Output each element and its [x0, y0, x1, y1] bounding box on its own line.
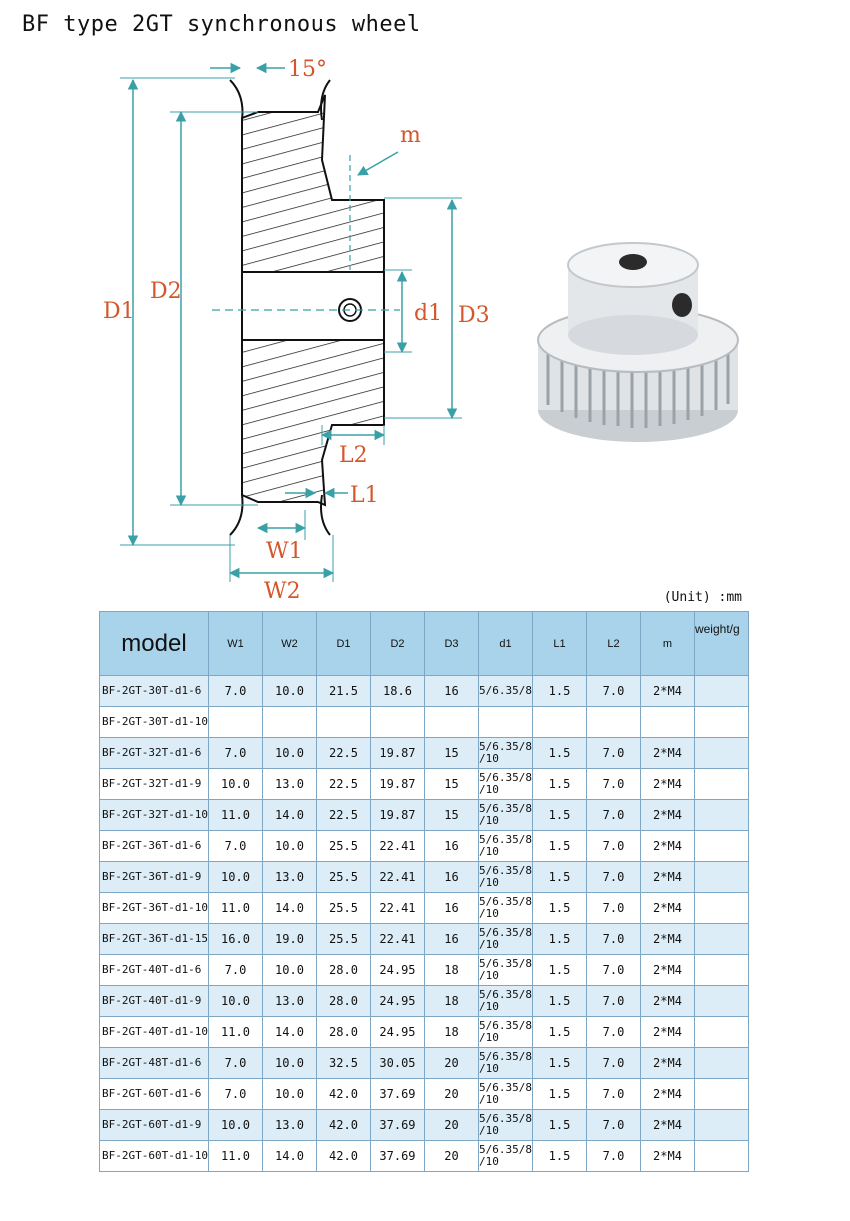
- table-cell: 18: [424, 955, 478, 986]
- table-row: [100, 1110, 749, 1141]
- dim-label-W2: W2: [264, 579, 301, 604]
- table-cell: 7.0: [586, 1141, 640, 1172]
- table-cell: 7.0: [586, 769, 640, 800]
- table-cell: 13.0: [262, 862, 316, 893]
- table-cell: BF-2GT-40T-d1-6: [100, 955, 209, 986]
- table-cell: [694, 738, 748, 769]
- d1-line: /10: [478, 783, 499, 796]
- table-cell: 20: [424, 1079, 478, 1110]
- table-cell: [694, 1141, 748, 1172]
- table-cell: [478, 800, 532, 831]
- table-cell: 7.0: [586, 831, 640, 862]
- d1-line: /10: [478, 938, 499, 951]
- table-cell: 1.5: [532, 1141, 586, 1172]
- table-cell: 25.5: [316, 924, 370, 955]
- table-cell: 10.0: [262, 955, 316, 986]
- table-cell: 2*M4: [640, 893, 694, 924]
- table-row: [100, 893, 749, 924]
- table-cell: 16: [424, 862, 478, 893]
- dim-label-L1: L1: [350, 483, 379, 508]
- table-cell: 25.5: [316, 831, 370, 862]
- table-cell: 14.0: [262, 1017, 316, 1048]
- table-cell: 11.0: [208, 1017, 262, 1048]
- table-cell: BF-2GT-36T-d1-9: [100, 862, 209, 893]
- table-cell: 11.0: [208, 1141, 262, 1172]
- table-cell: 20: [424, 1110, 478, 1141]
- table-cell: [694, 707, 748, 738]
- table-cell: 7.0: [208, 1079, 262, 1110]
- table-cell: 28.0: [316, 955, 370, 986]
- table-cell: 2*M4: [640, 738, 694, 769]
- table-cell: 24.95: [370, 955, 424, 986]
- table-cell: 14.0: [262, 800, 316, 831]
- d1-line: /10: [478, 814, 499, 827]
- table-cell: [694, 800, 748, 831]
- table-cell: BF-2GT-30T-d1-6: [100, 676, 209, 707]
- table-cell: 13.0: [262, 986, 316, 1017]
- table-cell: 10.0: [262, 676, 316, 707]
- table-row: [100, 1048, 749, 1079]
- table-cell: 18: [424, 986, 478, 1017]
- header-cell: L2: [586, 612, 640, 676]
- table-cell: 7.0: [586, 1079, 640, 1110]
- d1-line: 5/6.35/8: [478, 1019, 532, 1032]
- d1-line: 5/6.35/8: [478, 988, 532, 1001]
- d1-line: 5/6.35/8: [478, 1143, 532, 1156]
- table-cell: 2*M4: [640, 1079, 694, 1110]
- table-cell: 13.0: [262, 769, 316, 800]
- table-cell: 28.0: [316, 1017, 370, 1048]
- table-cell: [478, 1141, 532, 1172]
- table-cell: 22.41: [370, 831, 424, 862]
- unit-note: (Unit) :mm: [663, 590, 742, 605]
- table-cell: 2*M4: [640, 1141, 694, 1172]
- header-cell: weight/g: [694, 612, 748, 676]
- table-cell: BF-2GT-60T-d1-10: [100, 1141, 209, 1172]
- table-cell: 1.5: [532, 1048, 586, 1079]
- table-cell: 16: [424, 831, 478, 862]
- table-row: [100, 769, 749, 800]
- table-cell: 7.0: [208, 955, 262, 986]
- d1-line: 5/6.35/8: [478, 771, 532, 784]
- table-cell: 42.0: [316, 1110, 370, 1141]
- d1-line: /10: [478, 907, 499, 920]
- dim-label-D3: D3: [458, 303, 490, 328]
- table-cell: 14.0: [262, 893, 316, 924]
- table-row: [100, 955, 749, 986]
- d1-line: 5/6.35/8: [478, 895, 532, 908]
- table-cell: BF-2GT-60T-d1-6: [100, 1079, 209, 1110]
- table-cell: 15: [424, 738, 478, 769]
- table-cell: 15: [424, 769, 478, 800]
- table-cell: [694, 955, 748, 986]
- table-cell: 2*M4: [640, 924, 694, 955]
- table-cell: [262, 707, 316, 738]
- table-cell: [694, 831, 748, 862]
- table-row: [100, 1017, 749, 1048]
- header-cell: d1: [478, 612, 532, 676]
- table-cell: 10.0: [262, 1079, 316, 1110]
- d1-line: /10: [478, 1062, 499, 1075]
- d1-line: /10: [478, 1124, 499, 1137]
- table-cell: 1.5: [532, 862, 586, 893]
- table-cell: 30.05: [370, 1048, 424, 1079]
- table-row: [100, 1079, 749, 1110]
- d1-line: /10: [478, 752, 499, 765]
- dim-label-d1: d1: [414, 301, 443, 326]
- table-row: [100, 676, 749, 707]
- table-cell: [478, 862, 532, 893]
- table-cell: BF-2GT-32T-d1-10: [100, 800, 209, 831]
- table-cell: [478, 986, 532, 1017]
- table-cell: [478, 955, 532, 986]
- pulley-photo: [538, 243, 738, 442]
- table-cell: 2*M4: [640, 676, 694, 707]
- table-cell: 20: [424, 1048, 478, 1079]
- table-cell: [694, 769, 748, 800]
- table-cell: 2*M4: [640, 831, 694, 862]
- table-cell: [208, 707, 262, 738]
- table-cell: BF-2GT-32T-d1-6: [100, 738, 209, 769]
- table-cell: BF-2GT-40T-d1-9: [100, 986, 209, 1017]
- table-cell: 7.0: [586, 862, 640, 893]
- table-cell: 37.69: [370, 1110, 424, 1141]
- dim-label-m: m: [400, 123, 421, 148]
- table-cell: 1.5: [532, 769, 586, 800]
- table-cell: 13.0: [262, 1110, 316, 1141]
- table-cell: 25.5: [316, 893, 370, 924]
- table-cell: BF-2GT-36T-d1-10: [100, 893, 209, 924]
- table-cell: [694, 862, 748, 893]
- table-cell: 24.95: [370, 1017, 424, 1048]
- d1-line: /10: [478, 1000, 499, 1013]
- table-cell: 7.0: [586, 1048, 640, 1079]
- table-cell: 2*M4: [640, 1017, 694, 1048]
- table-cell: 1.5: [532, 1017, 586, 1048]
- table-cell: 7.0: [208, 738, 262, 769]
- table-cell: 2*M4: [640, 986, 694, 1017]
- table-cell: 7.0: [586, 800, 640, 831]
- d1-line: 5/6.35/8: [478, 1112, 532, 1125]
- table-cell: [478, 924, 532, 955]
- table-cell: 10.0: [262, 831, 316, 862]
- table-cell: 22.41: [370, 862, 424, 893]
- table-row: [100, 831, 749, 862]
- table-cell: 7.0: [586, 986, 640, 1017]
- table-cell: 1.5: [532, 1110, 586, 1141]
- table-cell: 1.5: [532, 676, 586, 707]
- table-cell: [478, 707, 532, 738]
- table-cell: 25.5: [316, 862, 370, 893]
- table-cell: 2*M4: [640, 1110, 694, 1141]
- header-cell: D1: [316, 612, 370, 676]
- table-cell: 7.0: [208, 676, 262, 707]
- table-cell: 42.0: [316, 1141, 370, 1172]
- header-cell: W2: [262, 612, 316, 676]
- table-cell: BF-2GT-60T-d1-9: [100, 1110, 209, 1141]
- table-cell: 1.5: [532, 893, 586, 924]
- table-header-row: [100, 612, 749, 676]
- table-cell: 7.0: [208, 831, 262, 862]
- table-cell: 2*M4: [640, 955, 694, 986]
- table-cell: [478, 1017, 532, 1048]
- table-cell: 10.0: [208, 1110, 262, 1141]
- table-cell: 19.87: [370, 738, 424, 769]
- table-row: [100, 738, 749, 769]
- table-body: [100, 676, 749, 1172]
- table-cell: 22.41: [370, 924, 424, 955]
- table-cell: [424, 707, 478, 738]
- table-cell: 7.0: [586, 1110, 640, 1141]
- dim-label-angle: 15°: [288, 57, 327, 82]
- table-cell: 7.0: [208, 1048, 262, 1079]
- table-cell: 22.41: [370, 893, 424, 924]
- table-cell: 19.87: [370, 800, 424, 831]
- header-cell: m: [640, 612, 694, 676]
- table-cell: 16: [424, 893, 478, 924]
- table-cell: [478, 1048, 532, 1079]
- table-cell: BF-2GT-36T-d1-15: [100, 924, 209, 955]
- d1-line: 5/6.35/8: [478, 1050, 532, 1063]
- table-cell: 1.5: [532, 924, 586, 955]
- table-cell: 11.0: [208, 893, 262, 924]
- table-cell: [694, 893, 748, 924]
- table-cell: 2*M4: [640, 1048, 694, 1079]
- header-cell: L1: [532, 612, 586, 676]
- dim-label-W1: W1: [266, 539, 303, 564]
- table-cell: 16.0: [208, 924, 262, 955]
- table-cell: 20: [424, 1141, 478, 1172]
- header-cell: model: [100, 612, 209, 676]
- table-cell: 1.5: [532, 955, 586, 986]
- table-row: [100, 924, 749, 955]
- d1-line: 5/6.35/8: [478, 802, 532, 815]
- d1-line: /10: [478, 1155, 499, 1168]
- table-cell: 10.0: [262, 1048, 316, 1079]
- table-cell: [694, 1110, 748, 1141]
- d1-line: 5/6.35/8: [478, 864, 532, 877]
- table-cell: 1.5: [532, 738, 586, 769]
- table-cell: [478, 676, 532, 707]
- table-cell: 1.5: [532, 800, 586, 831]
- d1-line: 5/6.35/8: [478, 833, 532, 846]
- table-cell: [478, 1079, 532, 1110]
- pulley-technical-drawing: [0, 40, 850, 610]
- table-cell: BF-2GT-48T-d1-6: [100, 1048, 209, 1079]
- header-cell: D3: [424, 612, 478, 676]
- d1-line: /10: [478, 845, 499, 858]
- table-cell: 15: [424, 800, 478, 831]
- table-cell: 7.0: [586, 1017, 640, 1048]
- header-cell: D2: [370, 612, 424, 676]
- d1-line: /10: [478, 876, 499, 889]
- table-cell: 18: [424, 1017, 478, 1048]
- table-row: [100, 800, 749, 831]
- dim-label-D1: D1: [103, 299, 135, 324]
- table-cell: 16: [424, 676, 478, 707]
- table-cell: 19.0: [262, 924, 316, 955]
- table-cell: 1.5: [532, 831, 586, 862]
- table-cell: [316, 707, 370, 738]
- table-cell: [478, 831, 532, 862]
- table-cell: 18.6: [370, 676, 424, 707]
- table-cell: [694, 1017, 748, 1048]
- page-title: BF type 2GT synchronous wheel: [22, 12, 421, 37]
- table-cell: [694, 986, 748, 1017]
- table-row: [100, 862, 749, 893]
- table-cell: 24.95: [370, 986, 424, 1017]
- table-cell: 10.0: [208, 862, 262, 893]
- table-cell: 21.5: [316, 676, 370, 707]
- header-cell: W1: [208, 612, 262, 676]
- table-cell: [478, 1110, 532, 1141]
- table-cell: [694, 1079, 748, 1110]
- table-cell: [478, 738, 532, 769]
- table-cell: 1.5: [532, 1079, 586, 1110]
- d1-line: 5/6.35/8: [478, 740, 532, 753]
- table-cell: [640, 707, 694, 738]
- table-cell: 19.87: [370, 769, 424, 800]
- table-cell: 10.0: [208, 986, 262, 1017]
- d1-line: /10: [478, 1093, 499, 1106]
- table-cell: [532, 707, 586, 738]
- d1-line: /10: [478, 1031, 499, 1044]
- table-cell: [694, 676, 748, 707]
- table-cell: 7.0: [586, 955, 640, 986]
- table-cell: 22.5: [316, 800, 370, 831]
- table-cell: 37.69: [370, 1079, 424, 1110]
- table-cell: [694, 924, 748, 955]
- table-cell: 7.0: [586, 676, 640, 707]
- d1-line: 5/6.35/8: [478, 1081, 532, 1094]
- table-cell: 22.5: [316, 738, 370, 769]
- table-cell: BF-2GT-40T-d1-10: [100, 1017, 209, 1048]
- table-cell: 2*M4: [640, 862, 694, 893]
- table-cell: 14.0: [262, 1141, 316, 1172]
- d1-line: 5/6.35/8: [478, 957, 532, 970]
- table-cell: 16: [424, 924, 478, 955]
- dim-label-D2: D2: [150, 279, 182, 304]
- table-row: [100, 986, 749, 1017]
- table-cell: 2*M4: [640, 800, 694, 831]
- table-cell: 7.0: [586, 893, 640, 924]
- table-cell: [478, 769, 532, 800]
- table-cell: 1.5: [532, 986, 586, 1017]
- table-cell: 28.0: [316, 986, 370, 1017]
- table-cell: 2*M4: [640, 769, 694, 800]
- table-cell: [586, 707, 640, 738]
- table-cell: [370, 707, 424, 738]
- table-cell: 10.0: [262, 738, 316, 769]
- table-cell: BF-2GT-32T-d1-9: [100, 769, 209, 800]
- d1-line: 5/6.35/8: [478, 926, 532, 939]
- table-cell: [694, 1048, 748, 1079]
- table-cell: 7.0: [586, 738, 640, 769]
- table-cell: [478, 893, 532, 924]
- table-cell: 11.0: [208, 800, 262, 831]
- table-row: [100, 707, 749, 738]
- table-cell: BF-2GT-30T-d1-10: [100, 707, 209, 738]
- table-cell: 37.69: [370, 1141, 424, 1172]
- table-cell: 10.0: [208, 769, 262, 800]
- table-cell: 7.0: [586, 924, 640, 955]
- spec-table: [99, 611, 749, 1172]
- table-cell: 32.5: [316, 1048, 370, 1079]
- table-row: [100, 1141, 749, 1172]
- table-cell: 42.0: [316, 1079, 370, 1110]
- dim-label-L2: L2: [339, 443, 368, 468]
- d1-line: /10: [478, 969, 499, 982]
- table-cell: 22.5: [316, 769, 370, 800]
- table-cell: BF-2GT-36T-d1-6: [100, 831, 209, 862]
- d1-line: 5/6.35/8: [478, 684, 532, 697]
